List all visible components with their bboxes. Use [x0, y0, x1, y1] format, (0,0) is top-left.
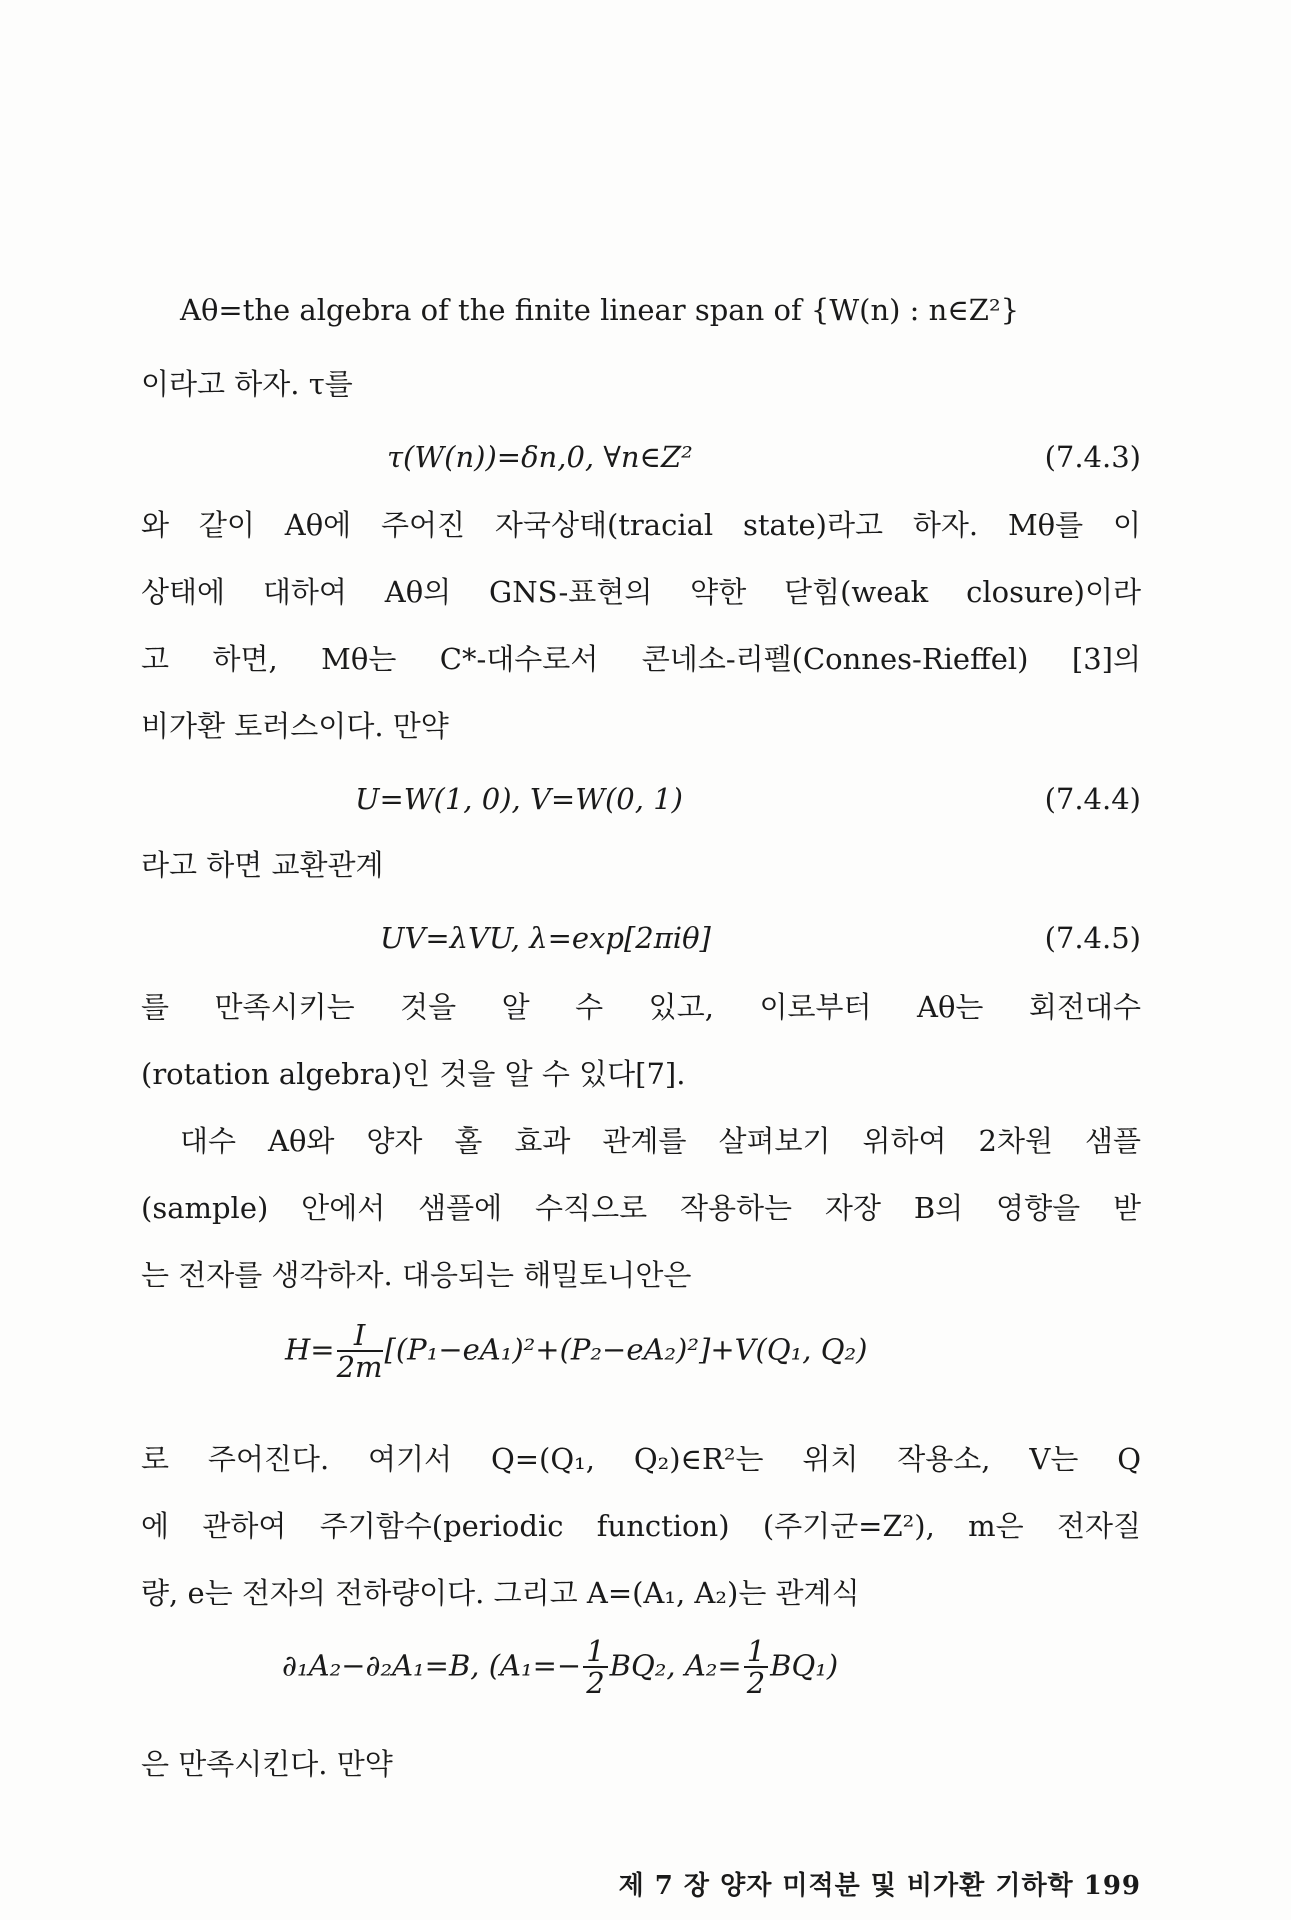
text-line-7: 라고 하면 교환관계: [141, 848, 384, 882]
hamiltonian-fraction: [337, 1320, 383, 1383]
text-line-16: 은 만족시킨다. 만약: [141, 1747, 393, 1781]
hamiltonian-denominator: 2m: [336, 1350, 383, 1385]
equation-vector-potential: [282, 1636, 838, 1699]
equation-number-7-4-4: (7.4.4): [1044, 782, 1141, 816]
vector-potential-part-c: BQ₁): [770, 1648, 839, 1683]
fraction-2-numerator: 1: [744, 1636, 768, 1668]
equation-7-4-4: U=W(1, 0), V=W(0, 1): [355, 782, 683, 816]
hamiltonian-right: [(P₁−eA₁)²+(P₂−eA₂)²]+V(Q₁, Q₂): [384, 1332, 868, 1367]
vector-potential-fraction-2: [744, 1636, 768, 1699]
text-line-8: 를 만족시키는 것을 알 수 있고, 이로부터 Aθ는 회전대수: [141, 990, 1141, 1024]
text-line-1: Aθ=the algebra of the finite linear span of {W(n) : n∈Z²}: [180, 293, 1020, 327]
equation-number-7-4-5: (7.4.5): [1044, 921, 1141, 955]
text-line-13: 로 주어진다. 여기서 Q=(Q₁, Q₂)∈R²는 위치 작용소, V는 Q: [141, 1442, 1141, 1476]
text-line-10: 대수 Aθ와 양자 홀 효과 관계를 살펴보기 위하여 2차원 샘플: [180, 1124, 1141, 1158]
text-line-15: 량, e는 전자의 전하량이다. 그리고 A=(A₁, A₂)는 관계식: [141, 1576, 860, 1610]
text-line-6: 비가환 토러스이다. 만약: [141, 709, 449, 743]
vector-potential-part-a: ∂₁A₂−∂₂A₁=B, (A₁=−: [282, 1648, 582, 1683]
text-line-11: (sample) 안에서 샘플에 수직으로 작용하는 자장 B의 영향을 받: [141, 1191, 1141, 1225]
fraction-1-denominator: 2: [586, 1666, 605, 1701]
equation-number-7-4-3: (7.4.3): [1044, 440, 1141, 474]
equation-hamiltonian: [285, 1320, 867, 1383]
equation-7-4-3: τ(W(n))=δn,0, ∀n∈Z²: [387, 440, 693, 474]
text-line-3: 와 같이 Aθ에 주어진 자국상태(tracial state)라고 하자. Mθ를 이: [141, 508, 1141, 542]
equation-7-4-5: UV=λVU, λ=exp[2πiθ]: [380, 921, 711, 955]
text-line-2: 이라고 하자. τ를: [141, 367, 353, 401]
text-line-5: 고 하면, Mθ는 C*-대수로서 콘네소-리펠(Connes-Rieffel) [3]의: [141, 642, 1141, 676]
page-footer: 제 7 장 양자 미적분 및 비가환 기하학 199: [618, 1871, 1141, 1901]
vector-potential-part-b: BQ₂, A₂=: [609, 1648, 742, 1683]
fraction-1-numerator: 1: [583, 1636, 607, 1668]
vector-potential-fraction-1: [583, 1636, 607, 1699]
text-line-9: (rotation algebra)인 것을 알 수 있다[7].: [141, 1057, 686, 1091]
text-line-14: 에 관하여 주기함수(periodic function) (주기군=Z²), m은 전자질: [141, 1509, 1141, 1543]
hamiltonian-numerator: I: [337, 1320, 383, 1352]
text-line-12: 는 전자를 생각하자. 대응되는 해밀토니안은: [141, 1258, 692, 1292]
hamiltonian-left: H=: [285, 1332, 335, 1367]
text-line-4: 상태에 대하여 Aθ의 GNS-표현의 약한 닫힘(weak closure)이라: [141, 575, 1141, 609]
fraction-2-denominator: 2: [746, 1666, 766, 1701]
